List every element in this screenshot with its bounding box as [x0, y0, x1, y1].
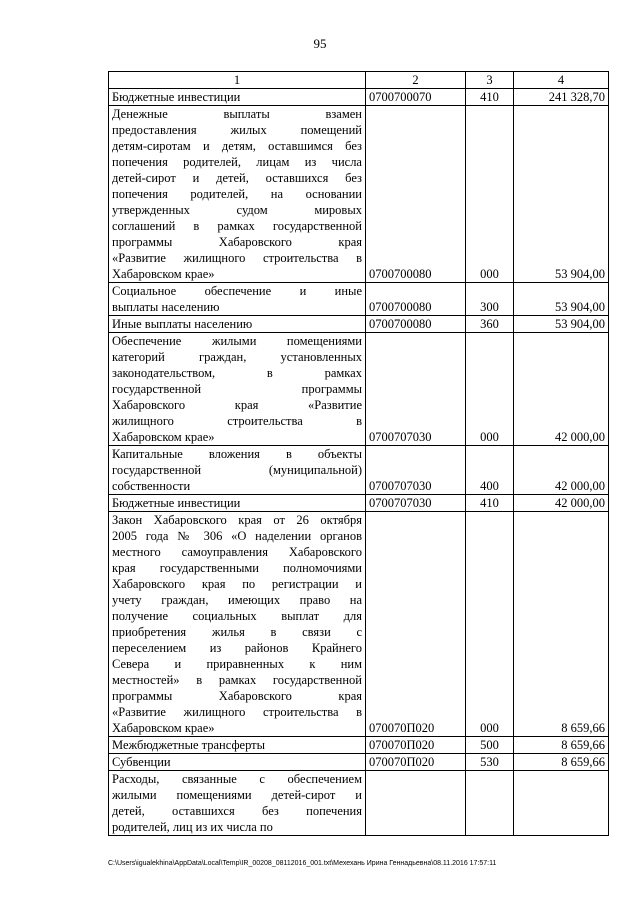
description-line: детей, оставшихся без попечения [112, 804, 362, 818]
row-description [109, 283, 366, 316]
table-row [109, 737, 609, 754]
budget-table [108, 71, 609, 836]
table-row [109, 106, 609, 283]
description-line: учету граждан, имеющих право на [112, 593, 362, 607]
description-line: Хабаровского края «Развитие [112, 398, 362, 412]
row-code: 0700707030 [366, 495, 466, 512]
row-amount: 8 659,66 [514, 512, 609, 737]
row-code: 070070П020 [366, 754, 466, 771]
table-row [109, 89, 609, 106]
row-amount: 42 000,00 [514, 446, 609, 495]
description-line: местностей» в рамках государственной [112, 673, 362, 687]
row-description [109, 512, 366, 737]
description-line: Хабаровском крае» [112, 267, 215, 281]
description-line: родителей, лиц из их числа по [112, 820, 273, 834]
row-type: 360 [466, 316, 514, 333]
table-row [109, 446, 609, 495]
row-amount [514, 771, 609, 836]
row-amount: 42 000,00 [514, 333, 609, 446]
description-line: программы Хабаровского края [112, 235, 362, 249]
description-line: жилищного строительства в [112, 414, 362, 428]
description-line: Хабаровского края по регистрации и [112, 577, 362, 591]
description-line: детей-сирот и детей, оставшихся без [112, 171, 362, 185]
description-line: получение социальных выплат для [112, 609, 362, 623]
file-path-footer: C:\Users\igualekhina\AppData\Local\Temp\IR_00208_08112016_001.txt\Мехехань Ирина Геннадьевна\08.11.2016 17:57:11 [108, 860, 497, 867]
description-line: 2005 года № 306 «О наделении органов [112, 529, 362, 543]
description-line: законодательством, в рамках [112, 366, 362, 380]
row-type: 500 [466, 737, 514, 754]
description-line: «Развитие жилищного строительства в [112, 251, 362, 265]
description-line: предоставления жилых помещений [112, 123, 362, 137]
table-row [109, 754, 609, 771]
row-description [109, 333, 366, 446]
table-row [109, 495, 609, 512]
header-col-1: 1 [109, 72, 366, 89]
row-description [109, 106, 366, 283]
row-type: 000 [466, 512, 514, 737]
description-line: соглашений в рамках государственной [112, 219, 362, 233]
row-description [109, 89, 366, 106]
row-code [366, 771, 466, 836]
table-row [109, 771, 609, 836]
header-col-2: 2 [366, 72, 466, 89]
row-amount: 241 328,70 [514, 89, 609, 106]
header-col-4: 4 [514, 72, 609, 89]
row-code: 0700700080 [366, 106, 466, 283]
description-line: попечения родителей, лицам из числа [112, 155, 362, 169]
row-type: 300 [466, 283, 514, 316]
description-line: Бюджетные инвестиции [112, 90, 241, 104]
row-description [109, 495, 366, 512]
description-line: Капитальные вложения в объекты [112, 447, 362, 461]
description-line: местного самоуправления Хабаровского [112, 545, 362, 559]
row-code: 070070П020 [366, 737, 466, 754]
row-amount: 8 659,66 [514, 754, 609, 771]
description-line: попечения родителей, на основании [112, 187, 362, 201]
table-row [109, 316, 609, 333]
row-code: 0700707030 [366, 333, 466, 446]
description-line: переселением из районов Крайнего [112, 641, 362, 655]
description-line: Расходы, связанные с обеспечением [112, 772, 362, 786]
row-type [466, 771, 514, 836]
row-type: 000 [466, 106, 514, 283]
description-line: Субвенции [112, 755, 171, 769]
row-description [109, 771, 366, 836]
description-line: жилыми помещениями детей-сирот и [112, 788, 362, 802]
row-amount: 53 904,00 [514, 283, 609, 316]
table-row [109, 512, 609, 737]
description-line: Бюджетные инвестиции [112, 496, 241, 510]
description-line: детям-сиротам и детям, оставшимся без [112, 139, 362, 153]
description-line: Обеспечение жилыми помещениями [112, 334, 362, 348]
row-description [109, 737, 366, 754]
row-type: 400 [466, 446, 514, 495]
row-description [109, 446, 366, 495]
row-type: 410 [466, 495, 514, 512]
description-line: Хабаровском крае» [112, 430, 215, 444]
description-line: Хабаровском крае» [112, 721, 215, 735]
row-type: 410 [466, 89, 514, 106]
row-amount: 8 659,66 [514, 737, 609, 754]
row-type: 000 [466, 333, 514, 446]
row-type: 530 [466, 754, 514, 771]
row-amount: 53 904,00 [514, 106, 609, 283]
description-line: собственности [112, 479, 191, 493]
description-line: категорий граждан, установленных [112, 350, 362, 364]
row-amount: 53 904,00 [514, 316, 609, 333]
description-line: Севера и приравненных к ним [112, 657, 362, 671]
description-line: Межбюджетные трансферты [112, 738, 266, 752]
table-header-row [109, 72, 609, 89]
description-line: выплаты населению [112, 300, 220, 314]
description-line: государственной программы [112, 382, 362, 396]
description-line: Социальное обеспечение и иные [112, 284, 362, 298]
description-line: Иные выплаты населению [112, 317, 253, 331]
description-line: края государственными полномочиями [112, 561, 362, 575]
table-row [109, 333, 609, 446]
description-line: Денежные выплаты взамен [112, 107, 362, 121]
description-line: государственной (муниципальной) [112, 463, 362, 477]
row-code: 0700700080 [366, 316, 466, 333]
row-code: 0700700070 [366, 89, 466, 106]
row-description [109, 316, 366, 333]
row-code: 0700700080 [366, 283, 466, 316]
row-amount: 42 000,00 [514, 495, 609, 512]
row-code: 0700707030 [366, 446, 466, 495]
description-line: «Развитие жилищного строительства в [112, 705, 362, 719]
header-col-3: 3 [466, 72, 514, 89]
description-line: приобретения жилья в связи с [112, 625, 362, 639]
description-line: утвержденных судом мировых [112, 203, 362, 217]
page-number: 95 [313, 36, 327, 51]
description-line: Закон Хабаровского края от 26 октября [112, 513, 362, 527]
table-row [109, 283, 609, 316]
row-description [109, 754, 366, 771]
row-code: 070070П020 [366, 512, 466, 737]
description-line: программы Хабаровского края [112, 689, 362, 703]
